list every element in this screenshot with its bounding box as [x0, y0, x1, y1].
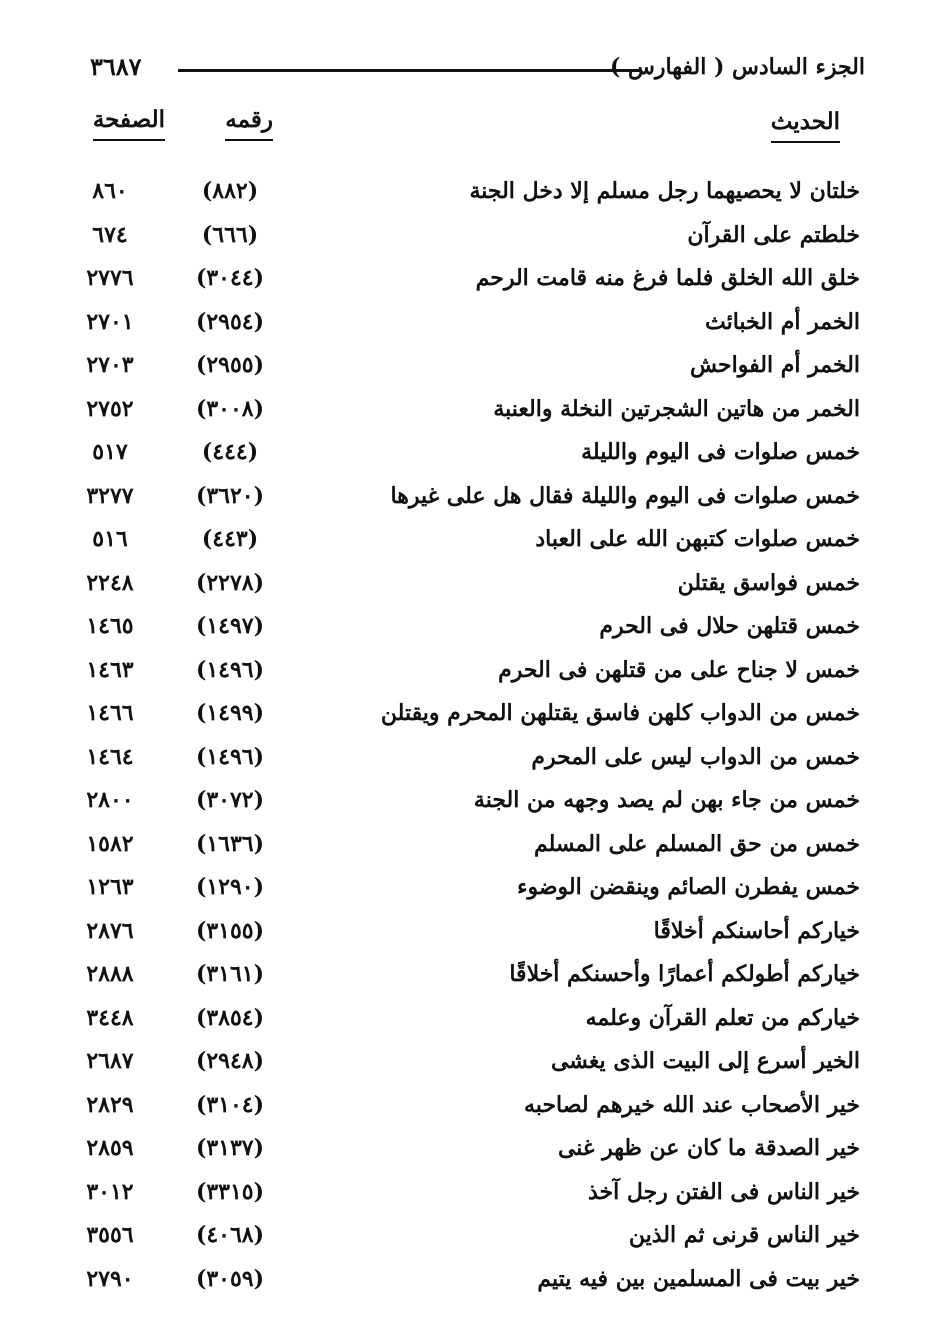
hadith-number: (٣٠٧٢)	[195, 787, 265, 813]
hadith-number: (٣١٥٥)	[195, 917, 265, 944]
index-row	[60, 303, 870, 347]
hadith-text: الخمر أم الفواحش	[690, 352, 860, 378]
page-number: ٣٦٨٧	[90, 52, 142, 81]
index-row	[60, 216, 870, 260]
hadith-text: خلطتم على القرآن	[687, 221, 860, 248]
page-reference: ١٤٦٥	[86, 613, 134, 639]
page-reference: ١٢٦٣	[86, 874, 134, 900]
index-row	[60, 825, 870, 869]
page-reference: ٢٧٩٠	[86, 1265, 134, 1292]
page-reference: ١٤٦٦	[86, 700, 134, 726]
index-row	[60, 346, 870, 390]
hadith-number: (٤٤٣)	[201, 526, 259, 552]
hadith-number: (٦٦٦)	[201, 221, 259, 248]
hadith-text: خير الأصحاب عند الله خيرهم لصاحبه	[524, 1091, 860, 1118]
hadith-number: (٢٩٥٥)	[195, 352, 265, 378]
hadith-text: خلتان لا يحصيهما رجل مسلم إلا دخل الجنة	[469, 178, 860, 204]
page-reference: ٢٧٥٢	[86, 395, 134, 422]
index-row	[60, 172, 870, 216]
column-header-page: الصفحة	[93, 106, 165, 141]
hadith-text: خمس قتلهن حلال فى الحرم	[599, 613, 860, 639]
hadith-text: خمس صلوات فى اليوم والليلة فقال هل على غيرها	[390, 482, 860, 509]
hadith-number: (٣٠٤٤)	[195, 265, 265, 291]
index-row	[60, 1173, 870, 1217]
hadith-number: (٣٠٥٩)	[195, 1265, 265, 1292]
hadith-number: (٣٣١٥)	[195, 1178, 265, 1205]
hadith-text: خير بيت فى المسلمين بين فيه يتيم	[537, 1265, 860, 1292]
hadith-text: خمس صلوات كتبهن الله على العباد	[535, 526, 860, 552]
index-row	[60, 607, 870, 651]
index-row	[60, 651, 870, 695]
index-row	[60, 955, 870, 999]
hadith-number: (٣١٣٧)	[195, 1135, 265, 1161]
hadith-text: الخير أسرع إلى البيت الذى يغشى	[550, 1048, 860, 1074]
hadith-text: خمس صلوات فى اليوم والليلة	[581, 439, 860, 465]
column-header-number: رقمه	[225, 106, 273, 141]
hadith-number: (٢٢٧٨)	[195, 569, 265, 596]
hadith-number: (٢٩٥٤)	[195, 308, 265, 335]
index-row	[60, 738, 870, 782]
hadith-number: (٤٤٤)	[201, 439, 259, 465]
hadith-number: (٤٠٦٨)	[195, 1222, 265, 1248]
hadith-text: خير الناس قرنى ثم الذين	[628, 1222, 860, 1248]
page-reference: ٢٦٨٧	[86, 1048, 134, 1074]
hadith-number: (٢٩٤٨)	[195, 1048, 265, 1074]
index-row	[60, 868, 870, 912]
page-reference: ٢٧٠١	[86, 308, 134, 335]
page-reference: ٢٧٠٣	[86, 352, 134, 378]
index-row	[60, 520, 870, 564]
hadith-text: خياركم أحاسنكم أخلاقًا	[653, 917, 860, 944]
index-row	[60, 433, 870, 477]
index-row	[60, 1129, 870, 1173]
index-row	[60, 390, 870, 434]
volume-title: الجزء السادس ( الفهارس )	[609, 54, 865, 80]
index-row	[60, 564, 870, 608]
hadith-text: خمس لا جناح على من قتلهن فى الحرم	[498, 656, 860, 683]
hadith-number: (٣٨٥٤)	[195, 1004, 265, 1031]
hadith-text: خمس من جاء بهن لم يصد وجهه من الجنة	[473, 787, 860, 813]
hadith-text: الخمر من هاتين الشجرتين النخلة والعنبة	[493, 395, 860, 422]
page-reference: ٢٢٤٨	[86, 569, 134, 596]
hadith-number: (١٤٩٦)	[195, 743, 265, 770]
hadith-number: (٣١٠٤)	[195, 1091, 265, 1118]
page-reference: ١٤٦٤	[86, 743, 134, 770]
hadith-number: (١٤٩٦)	[195, 656, 265, 683]
hadith-number: (٣٠٠٨)	[195, 395, 265, 422]
index-row	[60, 1260, 870, 1304]
hadith-text: خياركم من تعلم القرآن وعلمه	[585, 1004, 860, 1031]
page-reference: ٢٨٠٠	[86, 787, 134, 813]
page-reference: ٨٦٠	[92, 178, 128, 204]
hadith-text: خمس من الدواب ليس على المحرم	[531, 743, 860, 770]
index-row	[60, 477, 870, 521]
hadith-text: خمس يفطرن الصائم وينقضن الوضوء	[517, 874, 860, 900]
page-reference: ١٥٨٢	[86, 830, 134, 857]
hadith-number: (١٤٩٧)	[195, 613, 265, 639]
header-rule	[178, 69, 640, 72]
hadith-text: خياركم أطولكم أعمارًا وأحسنكم أخلاقًا	[509, 961, 860, 987]
hadith-index-list	[60, 172, 870, 1303]
page-reference: ٦٧٤	[92, 221, 128, 248]
hadith-number: (٣٦٢٠)	[195, 482, 265, 509]
hadith-text: خمس من حق المسلم على المسلم	[533, 830, 860, 857]
hadith-number: (٨٨٢)	[201, 178, 259, 204]
page-reference: ٢٨٧٦	[86, 917, 134, 944]
hadith-text: الخمر أم الخبائث	[704, 308, 860, 335]
page-reference: ٥١٧	[92, 439, 128, 465]
hadith-text: خير الناس فى الفتن رجل آخذ	[587, 1178, 860, 1205]
index-row	[60, 781, 870, 825]
hadith-text: خير الصدقة ما كان عن ظهر غنى	[557, 1135, 860, 1161]
hadith-text: خلق الله الخلق فلما فرغ منه قامت الرحم	[475, 265, 860, 291]
hadith-text: خمس فواسق يقتلن	[677, 569, 860, 596]
page-reference: ٢٧٧٦	[86, 265, 134, 291]
index-row	[60, 912, 870, 956]
index-row	[60, 1042, 870, 1086]
index-row	[60, 694, 870, 738]
running-header	[90, 52, 865, 88]
index-row	[60, 259, 870, 303]
page-reference: ١٤٦٣	[86, 656, 134, 683]
hadith-number: (١٢٩٠)	[195, 874, 265, 900]
hadith-number: (١٦٣٦)	[195, 830, 265, 857]
page-reference: ٣٢٧٧	[86, 482, 134, 509]
page-reference: ٥١٦	[92, 526, 128, 552]
hadith-text: خمس من الدواب كلهن فاسق يقتلهن المحرم ويقتلن	[380, 700, 860, 726]
page-reference: ٢٨٨٨	[86, 961, 134, 987]
page-reference: ٣٥٥٦	[86, 1222, 134, 1248]
page-reference: ٢٨٥٩	[86, 1135, 134, 1161]
page-reference: ٣٤٤٨	[86, 1004, 134, 1031]
index-row	[60, 999, 870, 1043]
page-reference: ٢٨٢٩	[86, 1091, 134, 1118]
index-row	[60, 1216, 870, 1260]
column-header-hadith: الحديث	[771, 108, 840, 143]
hadith-number: (١٤٩٩)	[195, 700, 265, 726]
page-reference: ٣٠١٢	[86, 1178, 134, 1205]
hadith-number: (٣١٦١)	[195, 961, 265, 987]
index-row	[60, 1086, 870, 1130]
